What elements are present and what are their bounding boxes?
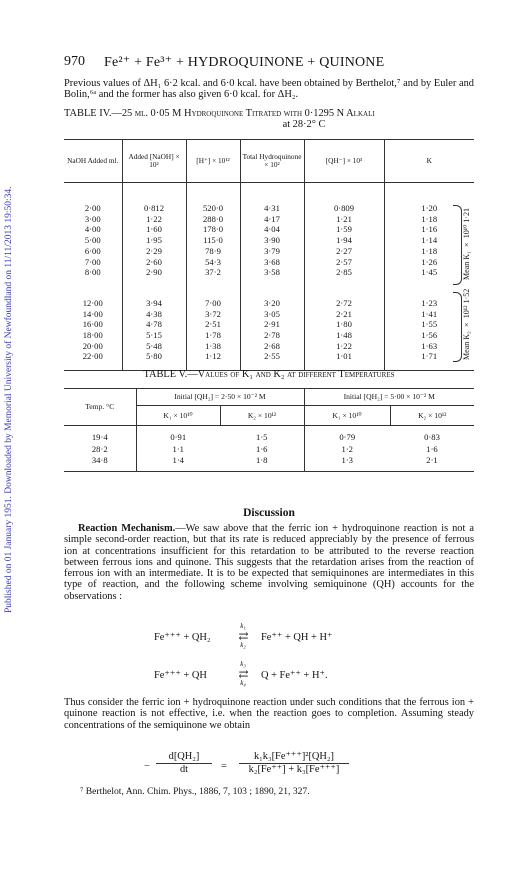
- rate-rhs-fraction: [239, 751, 349, 776]
- table-cell: 2·72: [304, 298, 384, 309]
- equilibrium-arrow-icon: ⇄: [238, 629, 248, 643]
- table4-mean-k1: Mean K₁ × 10¹⁰ 1·21: [462, 207, 471, 280]
- table-cell: 1·78: [186, 330, 240, 341]
- table-cell: 2·60: [122, 257, 186, 268]
- table5-body: [64, 426, 474, 472]
- table-spacer-cell: [186, 278, 240, 298]
- table4: [64, 139, 474, 371]
- table4-brace-2: [453, 292, 462, 362]
- table-spacer-row: [64, 278, 474, 298]
- rate-minus: −: [144, 761, 150, 772]
- discussion-heading: Discussion: [243, 507, 295, 519]
- table-cell: 1·12: [186, 351, 240, 371]
- eq2-arrow: [229, 660, 257, 688]
- table-cell: 3·72: [186, 309, 240, 320]
- table-cell: 1·60: [122, 224, 186, 235]
- table-cell: 1·20: [421, 203, 438, 213]
- table-cell: 1·63: [421, 340, 438, 351]
- rate-rhs-denominator: k₂[Fe⁺⁺] + k₃[Fe⁺⁺⁺]: [248, 764, 340, 775]
- table-spacer-cell: [384, 183, 474, 204]
- table-cell: 4·00: [64, 224, 122, 235]
- table-cell: 1·38: [186, 341, 240, 352]
- table-cell: 28·2: [64, 444, 136, 456]
- table4-caption-line1: TABLE IV.—25 ml. 0·05 M Hydroquinone Titrated with 0·1295 N Alkali: [64, 108, 375, 119]
- footnote: ⁷ Berthelot, Ann. Chim. Phys., 1886, 7, 103 ; 1890, 21, 327.: [80, 786, 310, 797]
- table-cell: 1·94: [304, 235, 384, 246]
- table-spacer-cell: [64, 278, 122, 298]
- table5-sub-header: K₂ × 10¹²: [390, 406, 474, 426]
- table-cell: 3·94: [122, 298, 186, 309]
- table-cell: 1·59: [304, 224, 384, 235]
- table-cell: 1·6: [426, 443, 438, 454]
- table-cell: 3·00: [64, 214, 122, 225]
- table-cell: 1·1: [172, 443, 184, 454]
- table-row: [64, 203, 474, 214]
- table-row: [64, 426, 474, 444]
- table4-col-header: Total Hydroquinone × 10²: [240, 140, 304, 183]
- table-row: [64, 224, 474, 235]
- table5: [64, 388, 474, 472]
- table-spacer-cell: [304, 183, 384, 204]
- table5-group1-header: Initial [QH₂] = 2·50 × 10⁻² M: [136, 389, 304, 406]
- table-cell: 54·3: [186, 257, 240, 268]
- table5-sub-header: K₂ × 10¹²: [220, 406, 304, 426]
- table-cell: 288·0: [186, 214, 240, 225]
- eq1-k-forward: k₁: [240, 622, 246, 630]
- table-cell: 1·22: [304, 341, 384, 352]
- rate-equals: =: [221, 761, 227, 772]
- table-cell: 1·2: [341, 443, 353, 454]
- table-cell: 1·55: [421, 319, 438, 330]
- discussion-paragraph: [64, 523, 474, 602]
- table-spacer-cell: [186, 183, 240, 204]
- table-cell: 1·26: [421, 256, 438, 267]
- table-cell: 0·91: [170, 432, 187, 442]
- rate-rhs-numerator: k₁k₃[Fe⁺⁺⁺]²[QH₂]: [239, 751, 349, 764]
- table-cell: 1·80: [304, 319, 384, 330]
- table-cell: 5·80: [122, 351, 186, 371]
- running-title: Fe²⁺ + Fe³⁺ + HYDROQUINONE + QUINONE: [104, 55, 385, 70]
- table-cell: 2·78: [240, 330, 304, 341]
- eq2-lhs: Fe⁺⁺⁺ + QH: [154, 670, 207, 681]
- table-cell: 2·51: [186, 319, 240, 330]
- table-cell: 7·00: [186, 298, 240, 309]
- table-row: [64, 351, 474, 371]
- table5-caption: TABLE V.—Values of K₁ and K₂ at different Temperatures: [143, 369, 395, 380]
- table-cell: 20·00: [64, 341, 122, 352]
- eq1-rhs: Fe⁺⁺ + QH + H⁺: [261, 632, 333, 643]
- table4-header-row: [64, 140, 474, 183]
- table-cell: 1·3: [304, 455, 390, 472]
- table-cell: 1·23: [421, 297, 438, 308]
- table-cell: 1·41: [421, 308, 438, 319]
- table-cell: 34·8: [64, 455, 136, 472]
- table-cell: 37·2: [186, 267, 240, 278]
- table-cell: 78·9: [186, 246, 240, 257]
- table-cell: 5·15: [122, 330, 186, 341]
- table-row: [64, 298, 474, 309]
- table4-col-header: NaOH Added ml.: [64, 140, 122, 183]
- table5-group2-header: Initial [QH₂] = 5·00 × 10⁻² M: [304, 389, 474, 406]
- table-row: [64, 444, 474, 456]
- table4-caption-line2: at 28·2° C: [282, 119, 326, 131]
- table-cell: 0·809: [304, 203, 384, 214]
- table-cell: 1·71: [384, 351, 474, 371]
- eq1-arrow: [229, 622, 257, 650]
- table-cell: 3·05: [240, 309, 304, 320]
- table-spacer-cell: [240, 278, 304, 298]
- table-row: [64, 319, 474, 330]
- table-cell: 1·01: [304, 351, 384, 371]
- page-number: 970: [64, 54, 85, 69]
- table-cell: 5·48: [122, 341, 186, 352]
- table5-sub-header: K₁ × 10¹⁰: [136, 406, 220, 426]
- table-cell: 520·0: [186, 203, 240, 214]
- body-paragraph-2: Thus consider the ferric ion + hydroquinone reaction under such conditions that the ferrous ion + quinone reaction is not effective, i.e. when the reaction goes to completion. Assuming steady concentrations of the semiquinone we obtain: [64, 697, 474, 731]
- table-cell: 1·14: [421, 235, 438, 246]
- table-cell: 22·00: [64, 351, 122, 371]
- table4-col-header: [H⁺] × 10¹²: [186, 140, 240, 183]
- table5-temp-header: Temp. °C: [64, 389, 136, 426]
- table-cell: 2·90: [122, 267, 186, 278]
- table-spacer-cell: [122, 183, 186, 204]
- table-cell: 8·00: [64, 267, 122, 278]
- table-cell: 18·00: [64, 330, 122, 341]
- download-watermark: Published on 01 January 1951. Downloaded by Memorial University of Newfoundland on 11/11/2013 19:50:34.: [4, 186, 14, 614]
- table-cell: 0·83: [424, 432, 440, 442]
- table4-col-header: K: [384, 140, 474, 183]
- table-cell: 5·00: [64, 235, 122, 246]
- rate-lhs-numerator: d[QH₂]: [156, 751, 212, 764]
- table-spacer-cell: [64, 183, 122, 204]
- rate-lhs-denominator: dt: [179, 764, 189, 775]
- table-cell: 2·00: [64, 203, 122, 214]
- table-cell: 1·48: [304, 330, 384, 341]
- table4-mean-k2: Mean K₂ × 10¹² 1·52: [462, 288, 471, 360]
- table-cell: 178·0: [186, 224, 240, 235]
- intro-paragraph: Previous values of ΔH₁ 6·2 kcal. and 6·0 kcal. have been obtained by Berthelot,⁷ and by Euler and Bolin,⁶ᵃ and the former has also given 6·0 kcal. for ΔH₂.: [64, 78, 474, 101]
- table-row: [64, 309, 474, 320]
- eq2-k-forward: k₃: [240, 660, 246, 668]
- rate-lhs-fraction: [156, 751, 212, 776]
- table-cell: 2·1: [390, 455, 474, 472]
- table-cell: 2·55: [240, 351, 304, 371]
- table-cell: 2·68: [240, 341, 304, 352]
- table-cell: 1·6: [220, 444, 304, 456]
- table-cell: 0·79: [339, 432, 356, 442]
- table5-group-row: [64, 389, 474, 406]
- table-cell: 1·18: [421, 213, 438, 224]
- table-spacer-cell: [304, 278, 384, 298]
- table4-caption: [64, 108, 474, 131]
- table-cell: 3·68: [240, 257, 304, 268]
- table-row: [64, 341, 474, 352]
- table-cell: 4·04: [240, 224, 304, 235]
- eq2-rhs: Q + Fe⁺⁺ + H⁺.: [261, 670, 328, 681]
- table-cell: 2·21: [304, 309, 384, 320]
- table-cell: 19·4: [64, 426, 136, 444]
- table-cell: 1·22: [122, 214, 186, 225]
- table-cell: 2·29: [122, 246, 186, 257]
- table-cell: 1·95: [122, 235, 186, 246]
- table-cell: 2·57: [304, 257, 384, 268]
- table-row: [64, 235, 474, 246]
- table-cell: 3·90: [240, 235, 304, 246]
- table4-brace-1: [453, 205, 462, 285]
- table4-body: [64, 183, 474, 371]
- table-spacer-cell: [240, 183, 304, 204]
- table-cell: 0·812: [122, 203, 186, 214]
- table-cell: 1·5: [220, 426, 304, 444]
- table-cell: 4·31: [240, 203, 304, 214]
- eq2-k-reverse: k₄: [240, 679, 246, 687]
- table-cell: 2·27: [304, 246, 384, 257]
- discussion-body: —We saw above that the ferric ion + hydroquinone reaction is not a simple second-order reaction, but that its rate is reduced appreciably by the presence of ferrous ion at concentrations insufficient for this retardation to be attributed to the reverse reaction between ferrous ions and quinone. This suggests that the retardation arises from the reaction of ferrous ion with an intermediate. It is to be expected that semiquinones are intermediates in this type of reaction, and the following scheme involving semiquinone (QH) accounts for the observations :: [64, 523, 474, 602]
- table-cell: 1·56: [421, 330, 438, 341]
- table-cell: 3·79: [240, 246, 304, 257]
- table-cell: 12·00: [64, 298, 122, 309]
- table-row: [64, 257, 474, 268]
- table-spacer-cell: [122, 278, 186, 298]
- table-cell: 3·20: [240, 298, 304, 309]
- table4-col-header: Added [NaOH] × 10²: [122, 140, 186, 183]
- table-cell: 2·85: [304, 267, 384, 278]
- table5-sub-header: K₁ × 10¹⁰: [304, 406, 390, 426]
- table-cell: 16·00: [64, 319, 122, 330]
- table-cell: 1·4: [136, 455, 220, 472]
- table-cell: 14·00: [64, 309, 122, 320]
- table-cell: 6·00: [64, 246, 122, 257]
- table-spacer-row: [64, 183, 474, 204]
- table-cell: 1·16: [421, 224, 438, 235]
- eq1-lhs: Fe⁺⁺⁺ + QH₂: [154, 632, 211, 643]
- table-cell: 1·18: [421, 245, 438, 256]
- table-cell: 7·00: [64, 257, 122, 268]
- table-cell: 1·8: [220, 455, 304, 472]
- discussion-lead: Reaction Mechanism.: [78, 523, 176, 534]
- table-cell: 1·21: [304, 214, 384, 225]
- equilibrium-arrow-icon: ⇄: [238, 667, 248, 681]
- table-cell: 4·78: [122, 319, 186, 330]
- table-row: [64, 246, 474, 257]
- table-row: [64, 214, 474, 225]
- table-cell: 4·38: [122, 309, 186, 320]
- table-cell: 2·91: [240, 319, 304, 330]
- eq1-k-reverse: k₂: [240, 641, 246, 649]
- table-cell: 4·17: [240, 214, 304, 225]
- table-row: [64, 455, 474, 472]
- table-row: [64, 330, 474, 341]
- table4-col-header: [QH⁻] × 10³: [304, 140, 384, 183]
- table-cell: 1·45: [421, 267, 438, 278]
- table-cell: 115·0: [186, 235, 240, 246]
- table-cell: 3·58: [240, 267, 304, 278]
- table-row: [64, 267, 474, 278]
